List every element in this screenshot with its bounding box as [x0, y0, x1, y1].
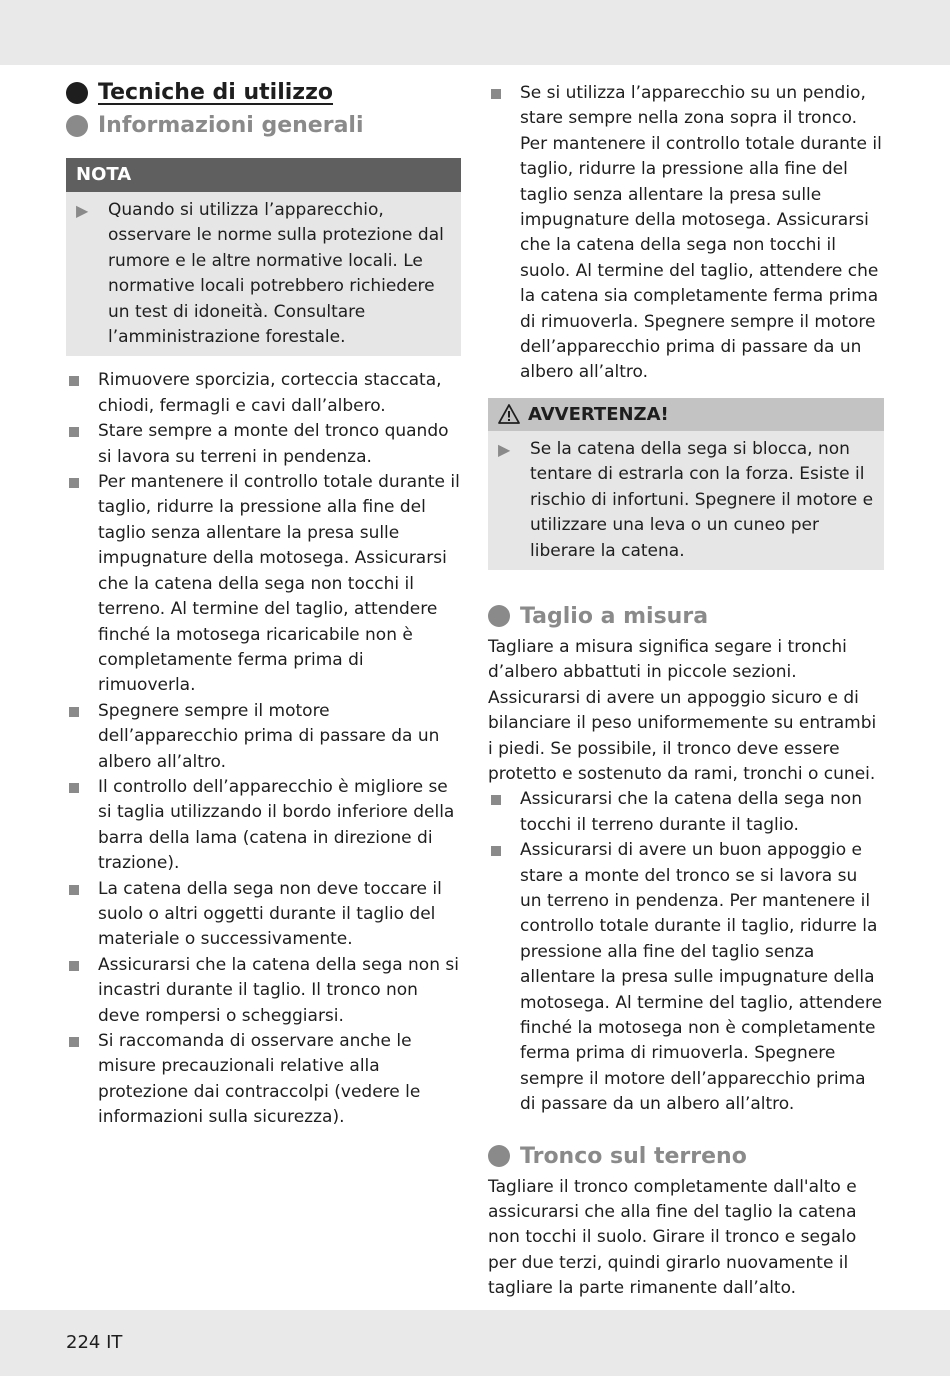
list-item	[66, 419, 461, 470]
square-bullet-icon	[488, 787, 520, 838]
note-box	[66, 158, 461, 356]
triangle-right-icon: ▶	[76, 201, 89, 220]
list-item-text: Assicurarsi che la catena della sega non tocchi il terreno durante il taglio.	[520, 789, 862, 835]
square-bullet-icon	[66, 877, 98, 953]
warning-label: AVVERTENZA!	[528, 403, 669, 425]
top-band	[0, 0, 950, 65]
taglio-intro: Tagliare a misura significa segare i tronchi d’albero abbattuti in piccole sezioni. Assicurarsi di avere un appoggio sicuro e di bilanciare il peso uniformemente su entrambi i piedi. Se possibile, il tronco deve essere protetto e sostenuto da rami, tronchi o cunei.	[488, 636, 877, 784]
section-heading-tronco	[488, 1144, 884, 1169]
taglio-bullet-list	[488, 787, 884, 1117]
list-item-text: Spegnere sempre il motore dell’apparecchio prima di passare da un albero all’altro.	[98, 700, 440, 772]
list-item-text: Per mantenere il controllo totale durante il taglio, ridurre la pressione alla fine del taglio senza allentare la presa sulle impugnature della motosega. Assicurarsi che la catena della sega non tocchi il terreno. Al termine del taglio, attendere finché la motosega ricaricabile non è completamente ferma prima di rimuoverla.	[98, 472, 460, 696]
left-column	[66, 80, 461, 1131]
triangle-right-icon: ▶	[498, 439, 511, 459]
list-item-text: La catena della sega non deve toccare il suolo o altri oggetti durante il taglio del materiale o successivamente.	[98, 878, 442, 950]
section-heading-taglio	[488, 604, 884, 629]
right-column	[488, 81, 884, 1302]
list-item	[488, 787, 884, 838]
square-bullet-icon	[66, 470, 98, 699]
list-item-text: Si raccomanda di osservare anche le misure precauzionali relative alla protezione dai contraccolpi (vedere le informazioni sulla sicurezza).	[98, 1031, 421, 1128]
square-bullet-icon	[66, 419, 98, 470]
bullet-dot-icon	[66, 82, 88, 104]
list-item	[66, 699, 461, 775]
left-bullet-list	[66, 368, 461, 1130]
square-bullet-icon	[66, 953, 98, 1029]
square-bullet-icon	[66, 368, 98, 419]
bullet-dot-icon	[488, 605, 510, 627]
list-item-text: Se si utilizza l’apparecchio su un pendio, stare sempre nella zona sopra il tronco. Per mantenere il controllo totale durante il taglio, ridurre la pressione alla fine del taglio senza allentare la presa sulle impugnature della motosega. Assicurarsi che la catena della sega non tocchi il suolo. Al termine del taglio, attendere che la catena sia completamente ferma prima di rimuoverla. Spegnere sempre il motore dell’apparecchio prima di passare da un albero all’altro.	[520, 83, 882, 383]
list-item	[66, 775, 461, 877]
bullet-dot-icon	[488, 1145, 510, 1167]
right-top-bullet-list	[488, 81, 884, 386]
warning-header	[488, 398, 884, 431]
section-heading-sub	[66, 113, 461, 138]
heading-main-text: Tecniche di utilizzo	[98, 80, 334, 105]
warning-triangle-icon	[498, 404, 520, 424]
heading-taglio-text: Taglio a misura	[520, 603, 709, 629]
warning-body	[488, 431, 884, 570]
note-label: NOTA	[66, 158, 461, 192]
list-item-text: Stare sempre a monte del tronco quando si lavora su terreni in pendenza.	[98, 421, 449, 467]
bullet-dot-icon	[66, 115, 88, 137]
tronco-text: Tagliare il tronco completamente dall'alto e assicurarsi che alla fine del taglio la catena non tocchi il suolo. Girare il tronco e segalo per due terzi, quindi girarlo nuovamente il tagliare la parte rimanente dall’alto.	[488, 1176, 857, 1299]
warning-item	[498, 437, 874, 564]
square-bullet-icon	[66, 699, 98, 775]
list-item	[66, 368, 461, 419]
warning-text: Se la catena della sega si blocca, non tentare di estrarla con la forza. Esiste il rischio di infortuni. Spegnere il motore e utilizzare una leva o un cuneo per liberare la catena.	[530, 438, 874, 561]
bottom-band	[0, 1310, 950, 1376]
heading-sub-text: Informazioni generali	[98, 113, 364, 138]
list-item-text: Assicurarsi di avere un buon appoggio e stare a monte del tronco se si lavora su un terreno in pendenza. Per mantenere il controllo totale durante il taglio, ridurre la pressione alla fine del taglio senza allentare la presa sulle impugnature della motosega. Al termine del taglio, attendere finché la motosega non è completamente ferma prima di rimuoverla. Spegnere sempre il motore dell’apparecchio prima di passare da un albero all’altro.	[520, 840, 883, 1115]
list-item	[66, 877, 461, 953]
list-item-text: Rimuovere sporcizia, corteccia staccata, chiodi, fermagli e cavi dall’albero.	[98, 370, 442, 416]
note-item	[76, 198, 451, 350]
warning-box	[488, 398, 884, 570]
list-item	[488, 81, 884, 386]
square-bullet-icon	[66, 775, 98, 877]
list-item	[488, 838, 884, 1117]
square-bullet-icon	[488, 81, 520, 386]
note-body	[66, 192, 461, 356]
note-text: Quando si utilizza l’apparecchio, osservare le norme sulla protezione dal rumore e le altre normative locali. Le normative locali potrebbero richiedere un test di idoneità. Consultare l’amministrazione forestale.	[108, 200, 444, 348]
list-item-text: Assicurarsi che la catena della sega non si incastri durante il taglio. Il tronco non deve rompersi o scheggiarsi.	[98, 954, 459, 1026]
list-item-text: Il controllo dell’apparecchio è migliore se si taglia utilizzando il bordo inferiore della barra della lama (catena in direzione di trazione).	[98, 776, 455, 874]
section-heading-main	[66, 80, 461, 105]
list-item	[66, 1029, 461, 1131]
page-number: 224 IT	[66, 1332, 123, 1353]
square-bullet-icon	[488, 838, 520, 1117]
heading-tronco-text: Tronco sul terreno	[520, 1143, 747, 1169]
square-bullet-icon	[66, 1029, 98, 1131]
list-item	[66, 953, 461, 1029]
list-item	[66, 470, 461, 699]
